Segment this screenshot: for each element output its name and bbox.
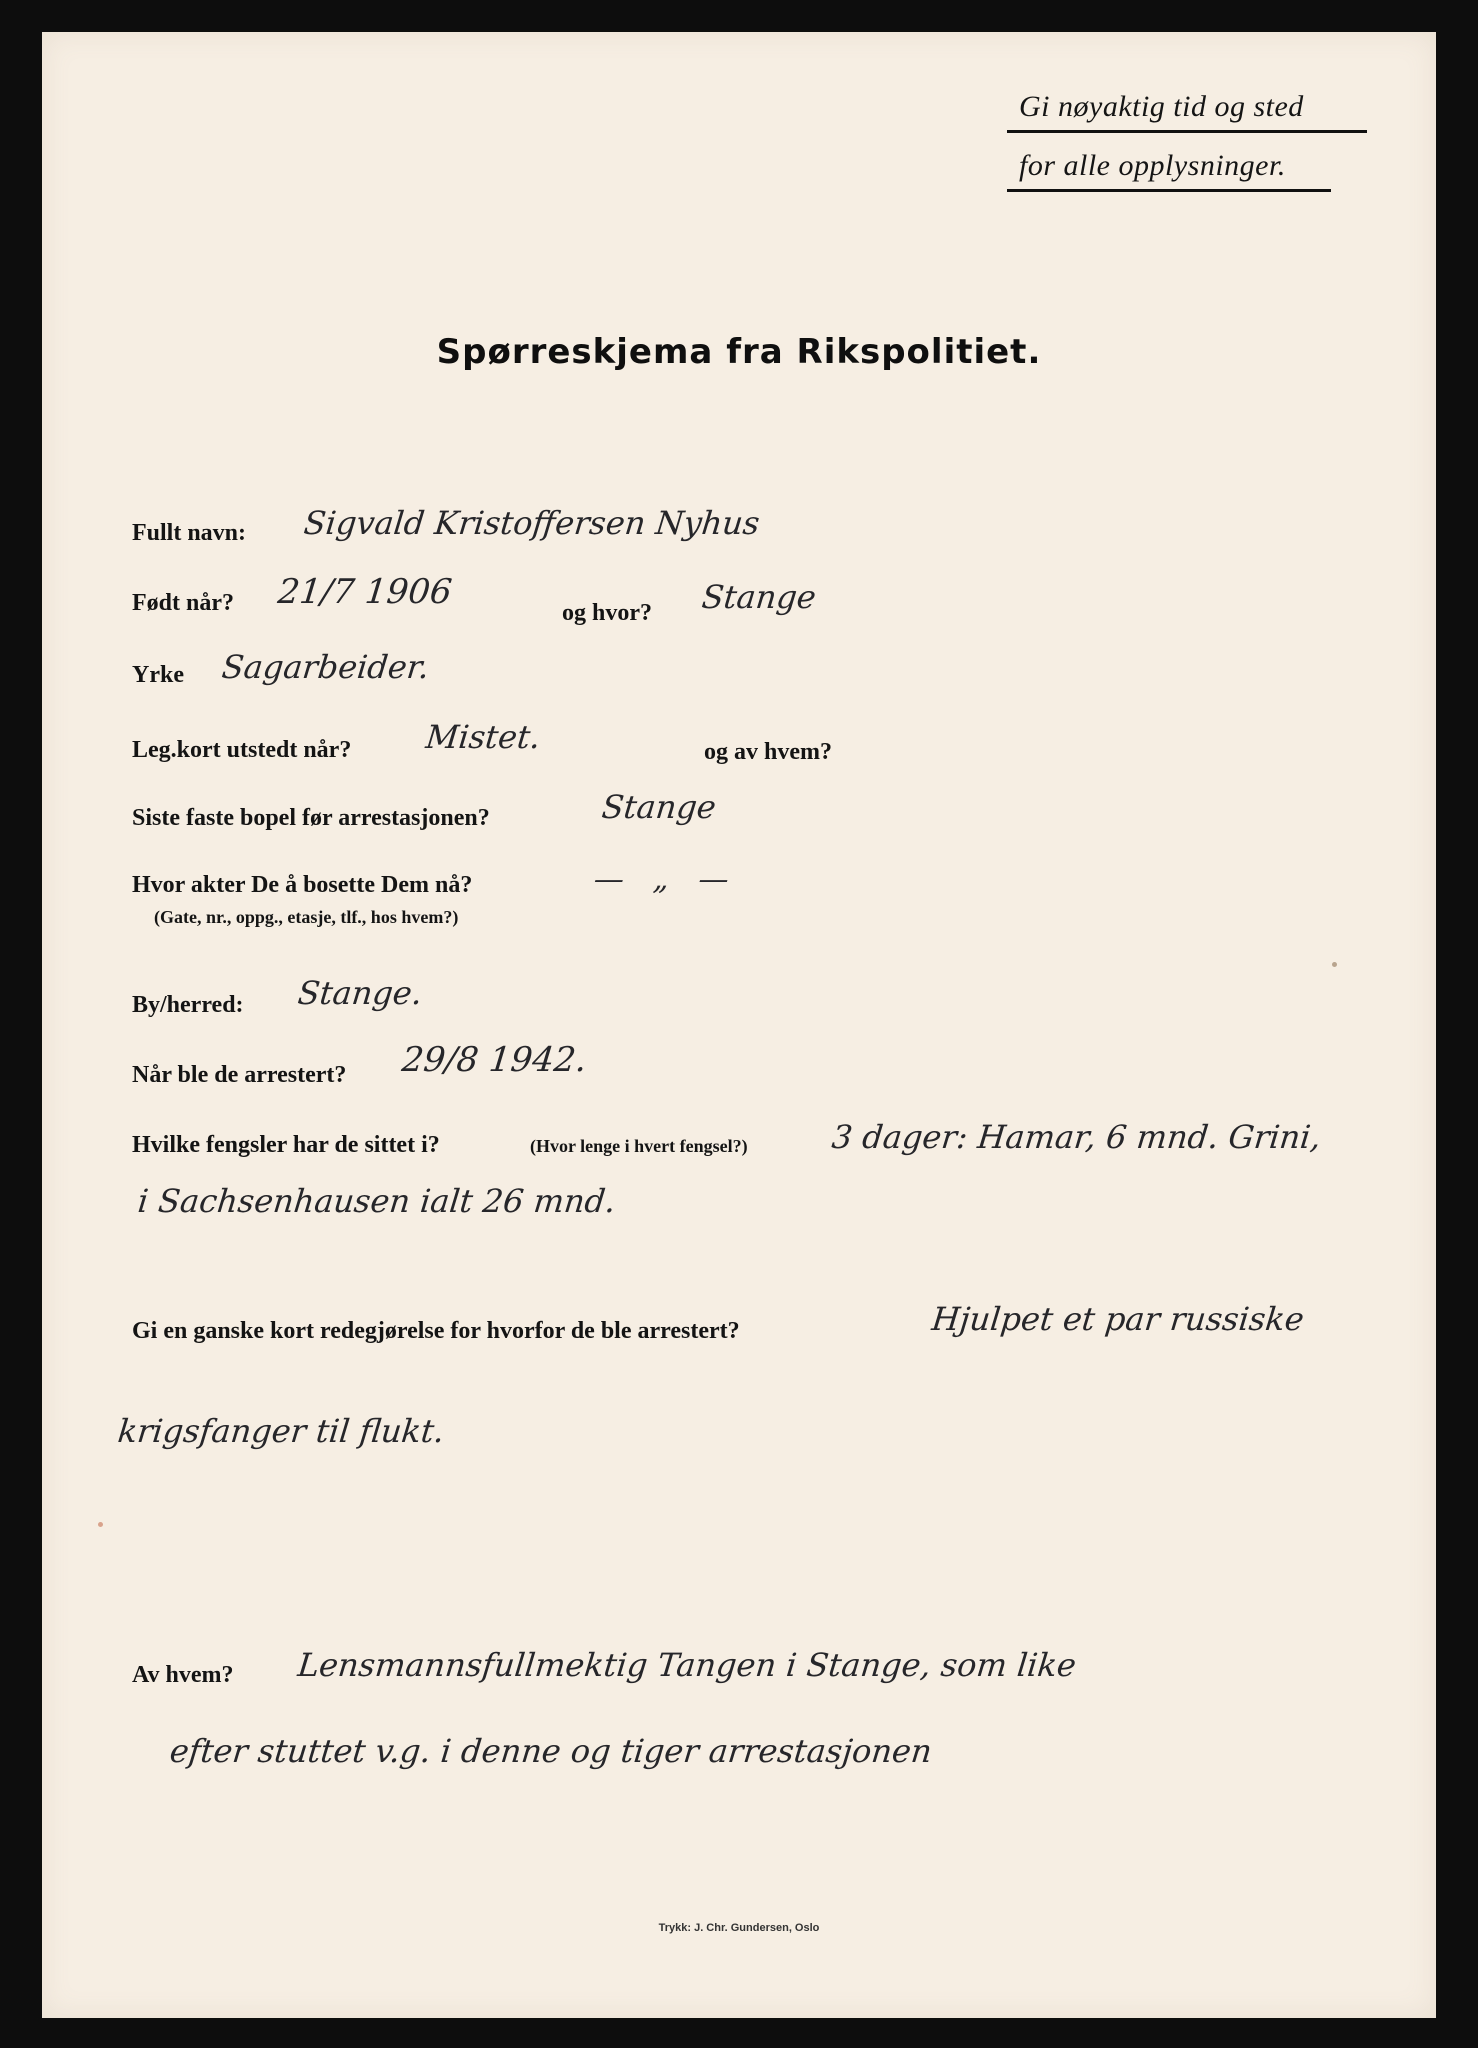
settle-hint: (Gate, nr., oppg., etasje, tlf., hos hvem?) <box>154 907 459 927</box>
full-name-label: Fullt navn: <box>132 520 247 546</box>
municipality-value: Stange. <box>296 974 425 1012</box>
by-whom-value-line-1: Lensmannsfullmektig Tangen i Stange, som like <box>296 1646 1079 1684</box>
reason-label: Gi en ganske kort redegjørelse for hvorfor de ble arrestert? <box>132 1318 740 1344</box>
instruction-line-1: Gi nøyaktig tid og sted <box>1007 82 1367 133</box>
paper-speck <box>1332 962 1337 967</box>
arrested-when-value: 29/8 1942. <box>399 1040 589 1080</box>
id-issued-label: Leg.kort utstedt når? <box>132 737 352 763</box>
born-when-value: 21/7 1906 <box>275 572 454 612</box>
municipality-label: By/herred: <box>132 992 244 1018</box>
born-when-label: Født når? <box>132 590 234 616</box>
prisons-hint: (Hvor lenge i hvert fengsel?) <box>530 1136 748 1156</box>
born-where-value: Stange <box>700 578 818 616</box>
instruction-box <box>1007 82 1367 192</box>
form-title: Spørreskjema fra Rikspolitiet. <box>436 332 1042 372</box>
arrested-when-label: Når ble de arrestert? <box>132 1062 347 1088</box>
prisons-label: Hvilke fengsler har de sittet i? <box>132 1132 440 1158</box>
prisons-value-line-2: i Sachsenhausen ialt 26 mnd. <box>136 1182 618 1220</box>
printer-imprint: Trykk: J. Chr. Gundersen, Oslo <box>658 1922 820 1934</box>
occupation-label: Yrke <box>132 662 184 688</box>
id-issued-by-label: og av hvem? <box>704 739 832 765</box>
settle-value: — „ — <box>592 862 741 897</box>
by-whom-label: Av hvem? <box>132 1662 234 1688</box>
last-address-value: Stange <box>600 788 718 826</box>
occupation-value: Sagarbeider. <box>220 648 431 686</box>
full-name-value: Sigvald Kristoffersen Nyhus <box>302 504 762 542</box>
prisons-value-line-1: 3 dager: Hamar, 6 mnd. Grini, <box>830 1118 1323 1156</box>
settle-label: Hvor akter De å bosette Dem nå? <box>132 872 473 898</box>
id-issued-value: Mistet. <box>424 718 543 756</box>
born-where-label: og hvor? <box>562 600 652 626</box>
instruction-line-2: for alle opplysninger. <box>1007 133 1331 192</box>
questionnaire-sheet <box>42 32 1436 2018</box>
reason-value-line-2: krigsfanger til flukt. <box>116 1412 447 1450</box>
reason-value-line-1: Hjulpet et par russiske <box>930 1300 1306 1338</box>
paper-speck <box>98 1522 103 1527</box>
by-whom-value-line-2: efter stuttet v.g. i denne og tiger arrestasjonen <box>168 1732 934 1770</box>
last-address-label: Siste faste bopel før arrestasjonen? <box>132 805 490 831</box>
